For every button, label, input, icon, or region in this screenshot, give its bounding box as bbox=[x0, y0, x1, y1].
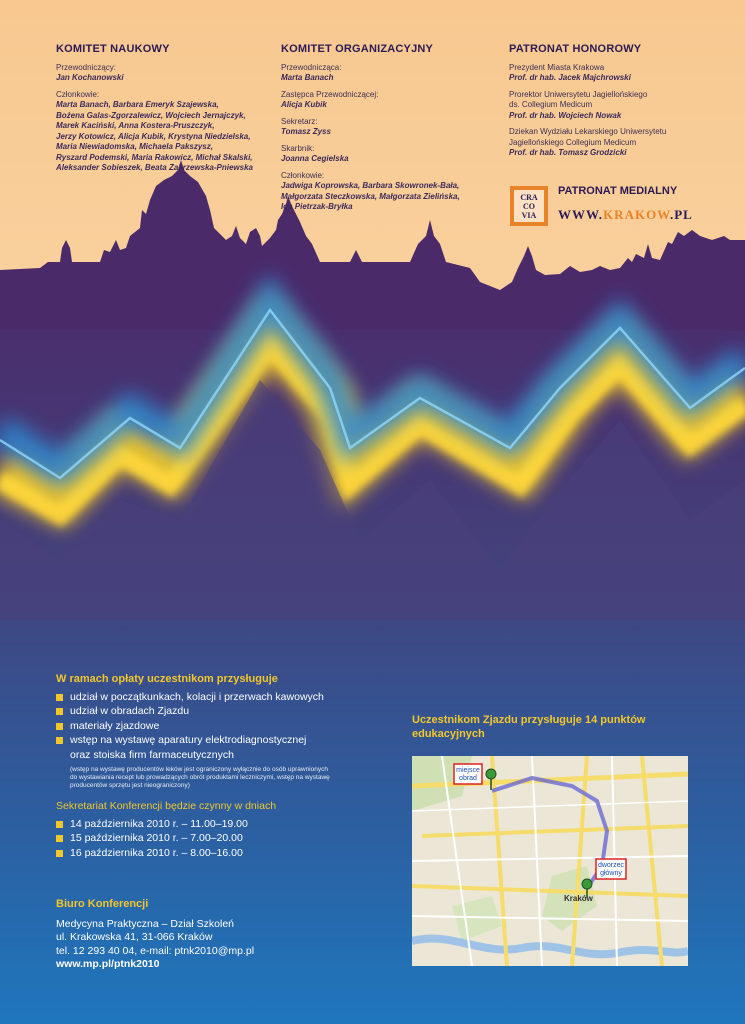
biuro-konferencji bbox=[56, 898, 356, 972]
fee-info bbox=[56, 673, 356, 861]
ph-name: Prof. dr hab. Wojciech Nowak bbox=[509, 110, 622, 120]
patronat-honorowy bbox=[509, 44, 729, 162]
logo-line: VIA bbox=[521, 211, 537, 220]
station-pin-icon bbox=[582, 879, 592, 889]
ph-role-line: ds. Collegium Medicum bbox=[509, 100, 593, 109]
list-item-continuation: oraz stoiska firm farmaceutycznych bbox=[70, 748, 234, 761]
note-line: (wstęp na wystawę producentów leków jest ograniczony wyłącznie do osób uprawnionych bbox=[70, 766, 328, 773]
exhibition-note bbox=[56, 766, 356, 790]
logo-line: CRA bbox=[520, 193, 538, 202]
ko-chair-name: Marta Banach bbox=[281, 73, 334, 82]
ko-chair-role: Przewodnicząca: bbox=[281, 62, 342, 72]
biuro-title: Biuro Konferencji bbox=[56, 898, 149, 910]
station-label-line: główny bbox=[600, 870, 622, 877]
kn-members-role: Członkowie: bbox=[56, 89, 100, 99]
list-item: 15 października 2010 r. – 7.00–20.00 bbox=[56, 832, 356, 846]
note-line: do wystawiania recept lub prowadzących obrót produktami leczniczymi, wstęp na wystawę bbox=[70, 774, 330, 781]
sekretariat bbox=[56, 800, 356, 860]
ko-members bbox=[281, 181, 496, 213]
ph-role-line: Jagiellońskiego Collegium Medicum bbox=[509, 137, 637, 147]
ko-member-line: Iga Pietrzak-Bryłka bbox=[281, 202, 353, 211]
venue-pin-icon bbox=[486, 769, 496, 779]
list-item: wstęp na wystawę aparatury elektrodiagnostycznej bbox=[56, 734, 356, 748]
url-suffix: .PL bbox=[669, 207, 693, 222]
website-link[interactable]: www.mp.pl/ptnk2010 bbox=[56, 958, 160, 970]
url-highlight: KRAKOW bbox=[603, 207, 670, 222]
city-label: Kraków bbox=[564, 894, 593, 903]
ph-role-line: Prorektor Uniwersytetu Jagiellońskiego bbox=[509, 89, 648, 99]
fee-info-list bbox=[56, 691, 356, 748]
list-item: 14 października 2010 r. – 11.00–19.00 bbox=[56, 818, 356, 832]
ko-deputy-name: Alicja Kubik bbox=[281, 100, 327, 109]
ko-member-line: Jadwiga Koprowska, Barbara Skowronek-Bała, bbox=[281, 181, 460, 190]
url-prefix: WWW. bbox=[558, 207, 604, 222]
sekretariat-title: Sekretariat Konferencji będzie czynny w dniach bbox=[56, 800, 277, 812]
komitet-naukowy bbox=[56, 44, 271, 177]
biuro-line: Medycyna Praktyczna – Dział Szkoleń bbox=[56, 917, 234, 930]
ph-role: Prezydent Miasta Krakowa bbox=[509, 62, 605, 72]
komitet-organizacyjny-title: KOMITET ORGANIZACYJNY bbox=[281, 43, 434, 55]
kn-member-line: Maria Niewiadomska, Michaela Pakszysz, bbox=[56, 142, 213, 151]
kn-member-line: Ryszard Podemski, Maria Rakowicz, Michał Skalski, bbox=[56, 152, 253, 162]
ko-member-line: Małgorzata Steczkowska, Małgorzata Zielińska, bbox=[281, 191, 460, 201]
ko-deputy-role: Zastępca Przewodniczącej: bbox=[281, 89, 379, 99]
kn-chair-name: Jan Kochanowski bbox=[56, 73, 124, 82]
patronat-honorowy-title: PATRONAT HONOROWY bbox=[509, 43, 642, 55]
list-item: udział w początkunkach, kolacji i przerwach kawowych bbox=[56, 691, 356, 705]
points-line: Uczestnikom Zjazdu przysługuje 14 punktów bbox=[412, 714, 646, 726]
points-line: edukacyjnych bbox=[412, 728, 485, 740]
komitet-naukowy-title: KOMITET NAUKOWY bbox=[56, 43, 170, 55]
ph-role-line: Dziekan Wydziału Lekarskiego Uniwersytetu bbox=[509, 127, 667, 136]
krakow-pl-link[interactable] bbox=[558, 207, 693, 223]
komitet-organizacyjny bbox=[281, 44, 496, 216]
venue-label-line: obrad bbox=[459, 775, 477, 782]
kn-member-line: Marta Banach, Barbara Emeryk Szajewska, bbox=[56, 100, 219, 109]
kn-members bbox=[56, 100, 271, 174]
logo-line: CO bbox=[523, 202, 535, 211]
ph-role bbox=[509, 90, 729, 111]
ko-secretary-name: Tomasz Zyss bbox=[281, 127, 331, 136]
note-line: producentów sprzętu jest nieograniczony) bbox=[70, 782, 190, 789]
kn-member-line: Aleksander Sobieszek, Beata Zakrzewska-Pniewska bbox=[56, 163, 253, 172]
ph-name: Prof. dr hab. Tomasz Grodzicki bbox=[509, 148, 627, 157]
ko-secretary-role: Sekretarz: bbox=[281, 116, 318, 126]
venue-label-line: miejsce bbox=[456, 767, 480, 774]
ko-treasurer-name: Joanna Cegielska bbox=[281, 154, 349, 163]
station-label-line: dworzec bbox=[597, 862, 625, 869]
list-item: materiały zjazdowe bbox=[56, 720, 356, 734]
cracovia-logo bbox=[510, 186, 548, 226]
kn-member-line: Bożena Galas-Zgorzalewicz, Wojciech Jernajczyk, bbox=[56, 110, 246, 120]
kn-member-line: Jerzy Kotowicz, Alicja Kubik, Krystyna Niedzielska, bbox=[56, 131, 251, 141]
sekretariat-dates bbox=[56, 818, 356, 861]
city-map[interactable] bbox=[412, 756, 688, 966]
ph-name: Prof. dr hab. Jacek Majchrowski bbox=[509, 73, 631, 82]
education-points bbox=[412, 713, 712, 741]
biuro-contact[interactable]: tel. 12 293 40 04, e-mail: ptnk2010@mp.pl bbox=[56, 944, 255, 957]
kn-member-line: Marek Kaciński, Anna Kostera-Pruszczyk, bbox=[56, 121, 215, 130]
biuro-address: ul. Krakowska 41, 31-066 Kraków bbox=[56, 931, 213, 943]
ph-role bbox=[509, 127, 729, 148]
list-item: udział w obradach Zjazdu bbox=[56, 705, 356, 719]
patronat-medialny-title: PATRONAT MEDIALNY bbox=[558, 185, 678, 197]
list-item: 16 października 2010 r. – 8.00–16.00 bbox=[56, 847, 356, 861]
fee-info-title: W ramach opłaty uczestnikom przysługuje bbox=[56, 673, 278, 685]
ko-treasurer-role: Skarbnik: bbox=[281, 143, 315, 153]
kn-chair-role: Przewodniczący: bbox=[56, 62, 117, 72]
ko-members-role: Członkowie: bbox=[281, 170, 325, 180]
